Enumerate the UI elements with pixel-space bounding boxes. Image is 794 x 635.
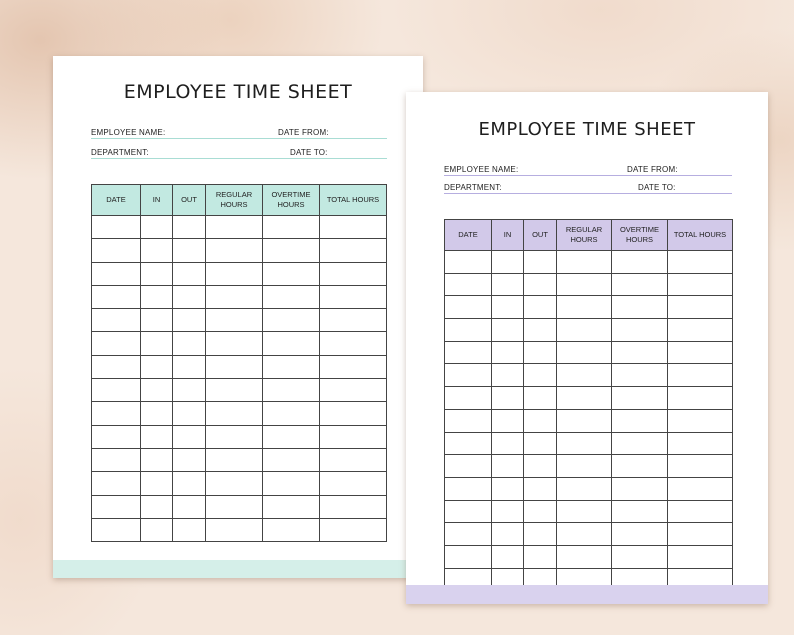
table-cell[interactable] bbox=[668, 273, 733, 296]
table-cell[interactable] bbox=[92, 285, 141, 308]
date-to-label: DATE TO: bbox=[290, 148, 328, 157]
table-cell[interactable] bbox=[524, 364, 557, 387]
table-cell[interactable] bbox=[524, 341, 557, 364]
table-cell[interactable] bbox=[206, 472, 263, 495]
table-row bbox=[445, 387, 733, 410]
table-cell[interactable] bbox=[263, 285, 320, 308]
table-cell[interactable] bbox=[557, 455, 612, 478]
table-cell[interactable] bbox=[92, 216, 141, 239]
column-header: IN bbox=[492, 220, 524, 251]
table-cell[interactable] bbox=[320, 379, 387, 402]
table-cell[interactable] bbox=[320, 448, 387, 471]
table-cell[interactable] bbox=[263, 448, 320, 471]
table-cell[interactable] bbox=[492, 455, 524, 478]
table-cell[interactable] bbox=[206, 309, 263, 332]
table-cell[interactable] bbox=[141, 239, 173, 262]
table-cell[interactable] bbox=[173, 309, 206, 332]
table-cell[interactable] bbox=[668, 409, 733, 432]
table-row bbox=[445, 523, 733, 546]
table-cell[interactable] bbox=[206, 239, 263, 262]
employee-name-label: EMPLOYEE NAME: bbox=[444, 165, 519, 174]
table-cell[interactable] bbox=[141, 518, 173, 541]
table-cell[interactable] bbox=[492, 341, 524, 364]
table-cell[interactable] bbox=[320, 355, 387, 378]
table-cell[interactable] bbox=[92, 402, 141, 425]
table-cell[interactable] bbox=[612, 273, 668, 296]
table-cell[interactable] bbox=[492, 273, 524, 296]
table-cell[interactable] bbox=[524, 545, 557, 568]
table-cell[interactable] bbox=[492, 500, 524, 523]
table-cell[interactable] bbox=[141, 402, 173, 425]
table-body bbox=[445, 251, 733, 591]
table-cell[interactable] bbox=[141, 355, 173, 378]
table-row bbox=[445, 477, 733, 500]
column-header: TOTAL HOURS bbox=[668, 220, 733, 251]
table-cell[interactable] bbox=[612, 387, 668, 410]
table-cell[interactable] bbox=[263, 379, 320, 402]
table-cell[interactable] bbox=[92, 355, 141, 378]
time-sheet-lavender bbox=[406, 92, 768, 604]
table-cell[interactable] bbox=[445, 296, 492, 319]
table-cell[interactable] bbox=[612, 341, 668, 364]
column-header: REGULAR HOURS bbox=[206, 185, 263, 216]
table-cell[interactable] bbox=[206, 448, 263, 471]
table-cell[interactable] bbox=[206, 495, 263, 518]
table-cell[interactable] bbox=[668, 296, 733, 319]
table-cell[interactable] bbox=[492, 545, 524, 568]
table-cell[interactable] bbox=[612, 296, 668, 319]
table-cell[interactable] bbox=[612, 251, 668, 274]
table-cell[interactable] bbox=[524, 432, 557, 455]
table-cell[interactable] bbox=[92, 262, 141, 285]
table-cell[interactable] bbox=[263, 472, 320, 495]
table-cell[interactable] bbox=[263, 239, 320, 262]
table-cell[interactable] bbox=[557, 273, 612, 296]
table-cell[interactable] bbox=[524, 500, 557, 523]
table-cell[interactable] bbox=[173, 262, 206, 285]
table-cell[interactable] bbox=[557, 296, 612, 319]
table-cell[interactable] bbox=[524, 273, 557, 296]
table-cell[interactable] bbox=[92, 239, 141, 262]
table-cell[interactable] bbox=[263, 216, 320, 239]
table-cell[interactable] bbox=[612, 319, 668, 342]
column-header: OUT bbox=[173, 185, 206, 216]
table-cell[interactable] bbox=[445, 319, 492, 342]
table-cell[interactable] bbox=[668, 455, 733, 478]
table-cell[interactable] bbox=[92, 309, 141, 332]
table-row bbox=[92, 332, 387, 355]
table-cell[interactable] bbox=[445, 273, 492, 296]
table-cell[interactable] bbox=[320, 518, 387, 541]
table-cell[interactable] bbox=[206, 262, 263, 285]
table-header-row bbox=[92, 185, 387, 216]
column-header: TOTAL HOURS bbox=[320, 185, 387, 216]
table-cell[interactable] bbox=[445, 455, 492, 478]
table-cell[interactable] bbox=[173, 355, 206, 378]
table-cell[interactable] bbox=[557, 523, 612, 546]
table-cell[interactable] bbox=[320, 472, 387, 495]
table-cell[interactable] bbox=[445, 500, 492, 523]
table-row bbox=[445, 432, 733, 455]
column-header: OUT bbox=[524, 220, 557, 251]
table-cell[interactable] bbox=[524, 523, 557, 546]
table-cell[interactable] bbox=[557, 364, 612, 387]
column-header: REGULAR HOURS bbox=[557, 220, 612, 251]
table-cell[interactable] bbox=[557, 477, 612, 500]
table-cell[interactable] bbox=[668, 341, 733, 364]
table-cell[interactable] bbox=[492, 432, 524, 455]
table-cell[interactable] bbox=[206, 425, 263, 448]
table-cell[interactable] bbox=[141, 425, 173, 448]
table-cell[interactable] bbox=[141, 309, 173, 332]
table-cell[interactable] bbox=[492, 409, 524, 432]
table-cell[interactable] bbox=[141, 379, 173, 402]
table-row bbox=[92, 239, 387, 262]
table-cell[interactable] bbox=[612, 523, 668, 546]
table-cell[interactable] bbox=[492, 387, 524, 410]
footer-band bbox=[406, 585, 768, 604]
department-label: DEPARTMENT: bbox=[444, 183, 502, 192]
table-cell[interactable] bbox=[173, 239, 206, 262]
table-cell[interactable] bbox=[173, 216, 206, 239]
table-cell[interactable] bbox=[92, 425, 141, 448]
table-cell[interactable] bbox=[492, 251, 524, 274]
table-cell[interactable] bbox=[524, 319, 557, 342]
table-row bbox=[445, 364, 733, 387]
table-cell[interactable] bbox=[320, 262, 387, 285]
table-cell[interactable] bbox=[141, 285, 173, 308]
table-cell[interactable] bbox=[445, 251, 492, 274]
table-row bbox=[445, 296, 733, 319]
table-cell[interactable] bbox=[92, 495, 141, 518]
table-cell[interactable] bbox=[445, 477, 492, 500]
table-cell[interactable] bbox=[263, 355, 320, 378]
table-cell[interactable] bbox=[173, 495, 206, 518]
table-cell[interactable] bbox=[141, 216, 173, 239]
time-sheet-teal bbox=[53, 56, 423, 578]
table-cell[interactable] bbox=[445, 432, 492, 455]
table-cell[interactable] bbox=[524, 296, 557, 319]
table-cell[interactable] bbox=[668, 477, 733, 500]
table-cell[interactable] bbox=[668, 500, 733, 523]
table-cell[interactable] bbox=[206, 518, 263, 541]
date-from-label: DATE FROM: bbox=[278, 128, 329, 137]
table-cell[interactable] bbox=[141, 472, 173, 495]
table-cell[interactable] bbox=[263, 495, 320, 518]
table-cell[interactable] bbox=[263, 402, 320, 425]
table-cell[interactable] bbox=[524, 387, 557, 410]
table-cell[interactable] bbox=[524, 477, 557, 500]
table-cell[interactable] bbox=[557, 319, 612, 342]
table-cell[interactable] bbox=[173, 402, 206, 425]
table-cell[interactable] bbox=[206, 379, 263, 402]
table-header-row bbox=[445, 220, 733, 251]
table-cell[interactable] bbox=[612, 477, 668, 500]
table-cell[interactable] bbox=[445, 387, 492, 410]
table-row bbox=[92, 216, 387, 239]
date-to-label: DATE TO: bbox=[638, 183, 676, 192]
table-cell[interactable] bbox=[612, 500, 668, 523]
column-header: DATE bbox=[92, 185, 141, 216]
footer-band bbox=[53, 560, 423, 578]
table-row bbox=[445, 545, 733, 568]
table-cell[interactable] bbox=[263, 425, 320, 448]
employee-name-line[interactable] bbox=[444, 175, 732, 176]
table-row bbox=[92, 472, 387, 495]
table-cell[interactable] bbox=[263, 309, 320, 332]
table-cell[interactable] bbox=[263, 262, 320, 285]
table-row bbox=[92, 355, 387, 378]
table-cell[interactable] bbox=[524, 251, 557, 274]
table-cell[interactable] bbox=[492, 296, 524, 319]
table-cell[interactable] bbox=[206, 332, 263, 355]
sheet-title: EMPLOYEE TIME SHEET bbox=[123, 81, 353, 103]
table-cell[interactable] bbox=[206, 355, 263, 378]
table-row bbox=[445, 500, 733, 523]
table-cell[interactable] bbox=[141, 262, 173, 285]
department-label: DEPARTMENT: bbox=[91, 148, 149, 157]
table-cell[interactable] bbox=[668, 251, 733, 274]
table-cell[interactable] bbox=[173, 425, 206, 448]
table-row bbox=[92, 379, 387, 402]
column-header: DATE bbox=[445, 220, 492, 251]
table-row bbox=[445, 273, 733, 296]
department-line[interactable] bbox=[444, 193, 732, 194]
table-cell[interactable] bbox=[320, 402, 387, 425]
table-row bbox=[92, 309, 387, 332]
table-cell[interactable] bbox=[492, 364, 524, 387]
table-cell[interactable] bbox=[492, 523, 524, 546]
table-cell[interactable] bbox=[445, 545, 492, 568]
time-table bbox=[91, 184, 387, 542]
table-cell[interactable] bbox=[612, 432, 668, 455]
table-cell[interactable] bbox=[612, 364, 668, 387]
table-row bbox=[92, 518, 387, 541]
table-row bbox=[445, 319, 733, 342]
table-cell[interactable] bbox=[320, 425, 387, 448]
table-cell[interactable] bbox=[524, 455, 557, 478]
table-cell[interactable] bbox=[557, 500, 612, 523]
column-header: IN bbox=[141, 185, 173, 216]
table-cell[interactable] bbox=[668, 364, 733, 387]
table-cell[interactable] bbox=[206, 216, 263, 239]
table-row bbox=[92, 448, 387, 471]
table-row bbox=[445, 409, 733, 432]
table-cell[interactable] bbox=[206, 285, 263, 308]
table-cell[interactable] bbox=[173, 472, 206, 495]
employee-name-line[interactable] bbox=[91, 138, 387, 139]
table-cell[interactable] bbox=[263, 518, 320, 541]
table-row bbox=[92, 262, 387, 285]
table-cell[interactable] bbox=[668, 319, 733, 342]
column-header: OVERTIME HOURS bbox=[612, 220, 668, 251]
table-cell[interactable] bbox=[557, 409, 612, 432]
table-cell[interactable] bbox=[524, 409, 557, 432]
table-cell[interactable] bbox=[445, 364, 492, 387]
table-cell[interactable] bbox=[206, 402, 263, 425]
table-cell[interactable] bbox=[668, 523, 733, 546]
table-cell[interactable] bbox=[557, 545, 612, 568]
table-row bbox=[92, 285, 387, 308]
table-cell[interactable] bbox=[92, 332, 141, 355]
table-cell[interactable] bbox=[557, 251, 612, 274]
table-row bbox=[445, 251, 733, 274]
table-cell[interactable] bbox=[668, 387, 733, 410]
table-cell[interactable] bbox=[141, 332, 173, 355]
table-cell[interactable] bbox=[668, 432, 733, 455]
table-cell[interactable] bbox=[320, 495, 387, 518]
table-cell[interactable] bbox=[173, 285, 206, 308]
date-from-label: DATE FROM: bbox=[627, 165, 678, 174]
department-line[interactable] bbox=[91, 158, 387, 159]
table-cell[interactable] bbox=[173, 448, 206, 471]
table-cell[interactable] bbox=[173, 332, 206, 355]
table-cell[interactable] bbox=[557, 432, 612, 455]
sheet-title: EMPLOYEE TIME SHEET bbox=[478, 119, 696, 140]
table-cell[interactable] bbox=[320, 332, 387, 355]
table-row bbox=[92, 425, 387, 448]
table-cell[interactable] bbox=[320, 309, 387, 332]
table-cell[interactable] bbox=[92, 472, 141, 495]
table-cell[interactable] bbox=[445, 409, 492, 432]
table-row bbox=[92, 402, 387, 425]
table-cell[interactable] bbox=[557, 341, 612, 364]
column-header: OVERTIME HOURS bbox=[263, 185, 320, 216]
table-cell[interactable] bbox=[445, 341, 492, 364]
table-body bbox=[92, 216, 387, 542]
table-cell[interactable] bbox=[141, 495, 173, 518]
table-cell[interactable] bbox=[92, 518, 141, 541]
table-cell[interactable] bbox=[612, 545, 668, 568]
table-cell[interactable] bbox=[173, 379, 206, 402]
table-cell[interactable] bbox=[173, 518, 206, 541]
table-cell[interactable] bbox=[668, 545, 733, 568]
table-cell[interactable] bbox=[492, 319, 524, 342]
table-cell[interactable] bbox=[92, 448, 141, 471]
table-cell[interactable] bbox=[320, 239, 387, 262]
table-cell[interactable] bbox=[492, 477, 524, 500]
table-row bbox=[92, 495, 387, 518]
employee-name-label: EMPLOYEE NAME: bbox=[91, 128, 166, 137]
table-cell[interactable] bbox=[141, 448, 173, 471]
table-row bbox=[445, 341, 733, 364]
table-cell[interactable] bbox=[320, 216, 387, 239]
table-cell[interactable] bbox=[92, 379, 141, 402]
table-cell[interactable] bbox=[557, 387, 612, 410]
table-cell[interactable] bbox=[263, 332, 320, 355]
table-row bbox=[445, 455, 733, 478]
table-cell[interactable] bbox=[320, 285, 387, 308]
table-cell[interactable] bbox=[612, 455, 668, 478]
table-cell[interactable] bbox=[612, 409, 668, 432]
table-cell[interactable] bbox=[445, 523, 492, 546]
time-table bbox=[444, 219, 733, 591]
